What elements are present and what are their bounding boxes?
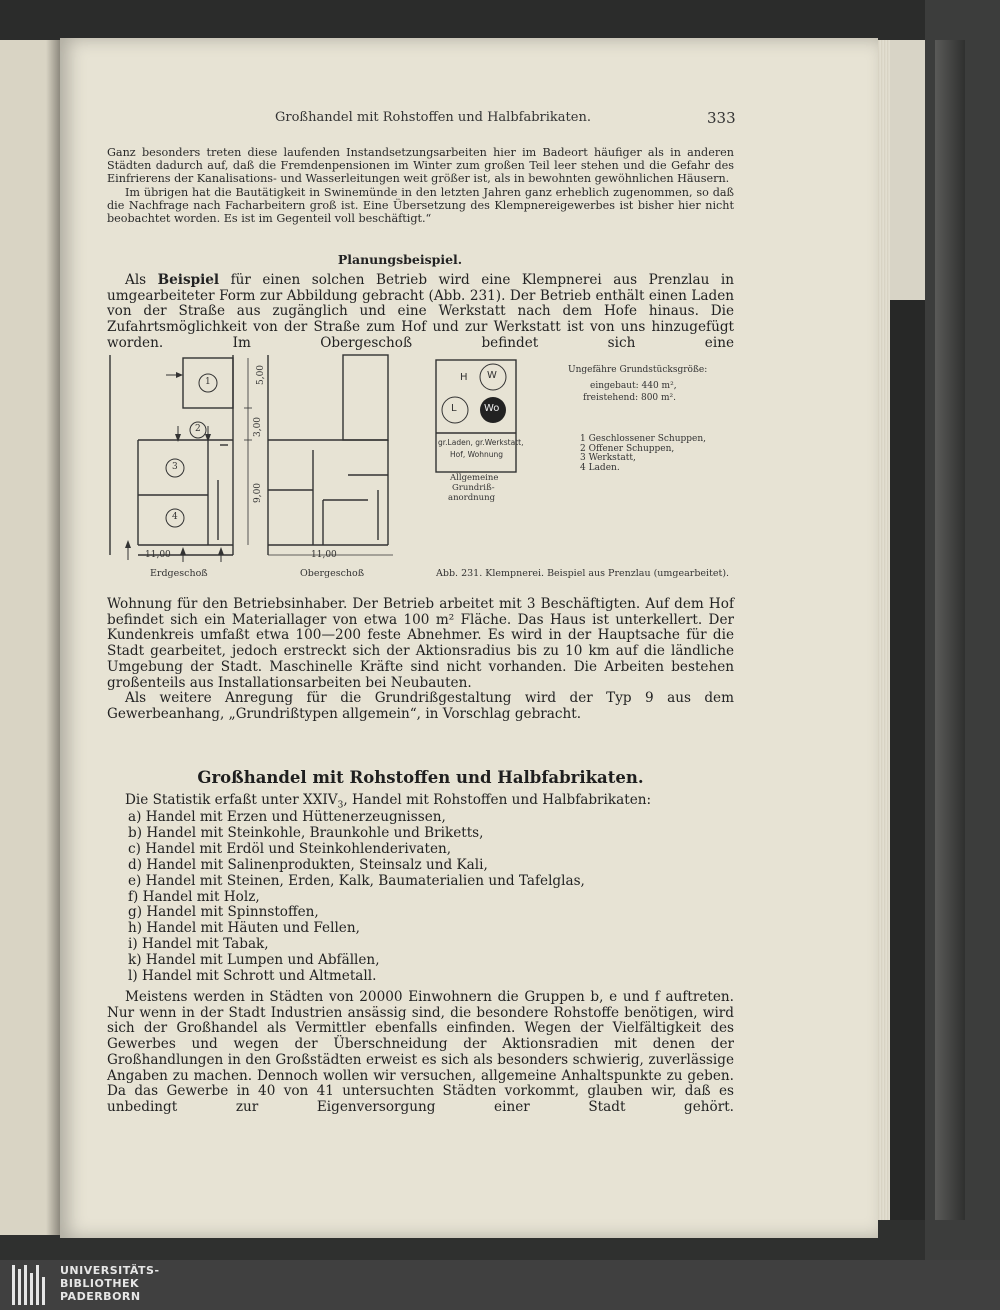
intro-a: Die Statistik erfaßt unter XXIV bbox=[125, 792, 338, 808]
quote-block bbox=[107, 146, 734, 225]
room-4-label: 4 bbox=[172, 512, 178, 522]
list-item: d) Handel mit Salinenprodukten, Steinsalz und Kali, bbox=[128, 856, 488, 873]
list-item: b) Handel mit Steinkohle, Braunkohle und Briketts, bbox=[128, 824, 484, 841]
list-item: g) Handel mit Spinnstoffen, bbox=[128, 904, 319, 921]
diag-h: H bbox=[460, 372, 468, 383]
planning-heading: Planungsbeispiel. bbox=[337, 252, 463, 267]
list-item: i) Handel mit Tabak, bbox=[128, 936, 269, 953]
diag-caption-3: anordnung bbox=[448, 493, 496, 503]
dim-5m: 5,00 bbox=[256, 364, 267, 386]
list-item: h) Handel mit Häuten und Fellen, bbox=[128, 920, 360, 937]
label-erdgeschoss: Erdgeschoß bbox=[150, 568, 208, 579]
list-item: a) Handel mit Erzen und Hüttenerzeugnissen, bbox=[128, 809, 446, 825]
list-item: f) Handel mit Holz, bbox=[128, 888, 260, 905]
list-item: c) Handel mit Erdöl und Steinkohlenderivaten, bbox=[128, 840, 452, 857]
running-title: Großhandel mit Rohstoffen und Halbfabrikaten. bbox=[275, 110, 591, 125]
diag-note-1: gr.Laden, gr.Werkstatt, bbox=[438, 438, 524, 447]
library-logo-icon bbox=[10, 1263, 52, 1308]
legend-item: 3 Werkstatt, bbox=[580, 453, 636, 463]
library-name bbox=[60, 1264, 160, 1303]
dim-11m-eg: 11,00 bbox=[145, 550, 171, 560]
legend-item: 2 Offener Schuppen, bbox=[580, 443, 675, 454]
library-name-line: UNIVERSITÄTS- bbox=[60, 1264, 160, 1277]
diag-caption-2: Grundriß- bbox=[452, 483, 495, 493]
after-figure-text bbox=[107, 597, 734, 723]
room-3-label: 3 bbox=[172, 462, 178, 472]
trade-group-list bbox=[128, 810, 585, 985]
closing-text bbox=[107, 990, 734, 1116]
legend-item: 1 Geschlossener Schuppen, bbox=[580, 434, 707, 444]
after-figure-paragraph-2: Als weitere Anregung für die Grundrißgestaltung wird der Typ 9 aus dem Gewerbeanhang, „Grundrißtypen allgemein“, in Vorschlag gebracht. bbox=[107, 690, 734, 722]
figure-caption: Abb. 231. Klempnerei. Beispiel aus Prenzlau (umgearbeitet). bbox=[436, 568, 730, 579]
quote-paragraph-1: Ganz besonders treten diese laufenden Instandsetzungsarbeiten hier im Badeort häufiger als in anderen Städten dadurch auf, daß die Fremdenpensionen im Winter zum großen Teil leer stehen und die Gefahr des Einfrierens der Kanalisations- und Wasserleitungen weit größer ist, als in bewohnten gewöhnlichen Häusern. bbox=[107, 146, 734, 186]
list-item: k) Handel mit Lumpen und Abfällen, bbox=[128, 952, 380, 969]
diag-wo: Wo bbox=[484, 403, 500, 414]
library-name-line: PADERBORN bbox=[60, 1290, 141, 1303]
area-title: Ungefähre Grundstücksgröße: bbox=[568, 365, 708, 375]
para-rest: für einen solchen Betrieb wird eine Klempnerei aus Prenzlau in umgearbeiteter Form zur Abbildung gebracht (Abb. 231). Der Betrieb enthält einen Laden von der Straße aus zugänglich und eine Werkstatt nach dem Hofe hinaus. Die Zufahrtsmöglichkeit von der Straße zum Hof und zur Werkstatt ist von uns hinzugefügt worden. Im Obergeschoß befindet sich eine bbox=[107, 272, 734, 351]
figure-231 bbox=[108, 350, 738, 585]
dim-3m: 3,00 bbox=[253, 416, 264, 438]
para-bold: Beispiel bbox=[157, 272, 220, 288]
legend-item: 4 Laden. bbox=[580, 462, 620, 473]
list-item: l) Handel mit Schrott und Altmetall. bbox=[128, 968, 377, 985]
dim-11m-og: 11,00 bbox=[311, 550, 337, 560]
area-free: freistehend: 800 m². bbox=[583, 393, 677, 403]
para-lead: Als bbox=[125, 272, 158, 288]
intro-b: , Handel mit Rohstoffen und Halbfabrikaten: bbox=[343, 792, 652, 808]
room-2-label: 2 bbox=[195, 424, 201, 434]
diag-caption-1: Allgemeine bbox=[450, 473, 499, 483]
label-obergeschoss: Obergeschoß bbox=[300, 568, 365, 579]
left-page-edge bbox=[0, 40, 60, 1235]
book-cover-top bbox=[0, 0, 1000, 42]
diag-note-2: Hof, Wohnung bbox=[450, 450, 503, 459]
planning-paragraph bbox=[107, 273, 734, 352]
room-1-label: 1 bbox=[205, 377, 211, 387]
list-item: e) Handel mit Steinen, Erden, Kalk, Baumaterialien und Tafelglas, bbox=[128, 872, 585, 889]
intro-sub: 3 bbox=[337, 800, 344, 811]
library-name-line: BIBLIOTHEK bbox=[60, 1277, 140, 1290]
page-number: 333 bbox=[707, 109, 736, 127]
section-heading: Großhandel mit Rohstoffen und Halbfabrikaten. bbox=[197, 768, 644, 787]
legend bbox=[580, 435, 706, 473]
diag-l: L bbox=[451, 403, 457, 414]
dim-9m: 9,00 bbox=[253, 482, 264, 504]
book-spine bbox=[925, 0, 1000, 1260]
quote-paragraph-2: Im übrigen hat die Bautätigkeit in Swinemünde in den letzten Jahren ganz erheblich zugenommen, so daß die Nachfrage nach Facharbeitern groß ist. Eine Übersetzung des Klempnereigewerbes ist bisher hier nicht beobachtet worden. Es ist im Gegenteil voll beschäftigt.“ bbox=[107, 185, 734, 226]
closing-paragraph: Meistens werden in Städten von 20000 Einwohnern die Gruppen b, e und f auftreten. Nur wenn in der Stadt Industrien ansässig sind, die besondere Rohstoffe benötigen, wird sich der Großhandel als Vermittler ebenfalls einfinden. Wegen der Vielfältigkeit des Gewerbes und wegen der Überschneidung der Aktionsradien mit denen der Großhandlungen in den Großstädten erweist es sich als besonders schwierig, zuverlässige Angaben zu machen. Dennoch wollen wir versuchen, allgemeine Anhaltspunkte zu geben. Da das Gewerbe in 40 von 41 untersuchten Städten vorkommt, glauben wir, daß es unbedingt zur Eigenversorgung einer Stadt gehört. bbox=[107, 989, 734, 1115]
after-figure-paragraph-1: Wohnung für den Betriebsinhaber. Der Betrieb arbeitet mit 3 Beschäftigten. Auf dem Hof befindet sich ein Materiallager von etwa 100 m² Fläche. Das Haus ist unterkellert. Der Kundenkreis umfaßt etwa 100—200 feste Abnehmer. Es wird in der Hauptsache für die Stadt gearbeitet, jedoch erstreckt sich der Aktionsradius bis zu 10 km auf die ländliche Umgebung der Stadt. Maschinelle Kräfte sind nicht vorhanden. Die Arbeiten bestehen großenteils aus Installationsarbeiten bei Neubauten. bbox=[107, 596, 734, 691]
diag-w: W bbox=[487, 370, 497, 381]
area-built: eingebaut: 440 m², bbox=[590, 381, 677, 391]
